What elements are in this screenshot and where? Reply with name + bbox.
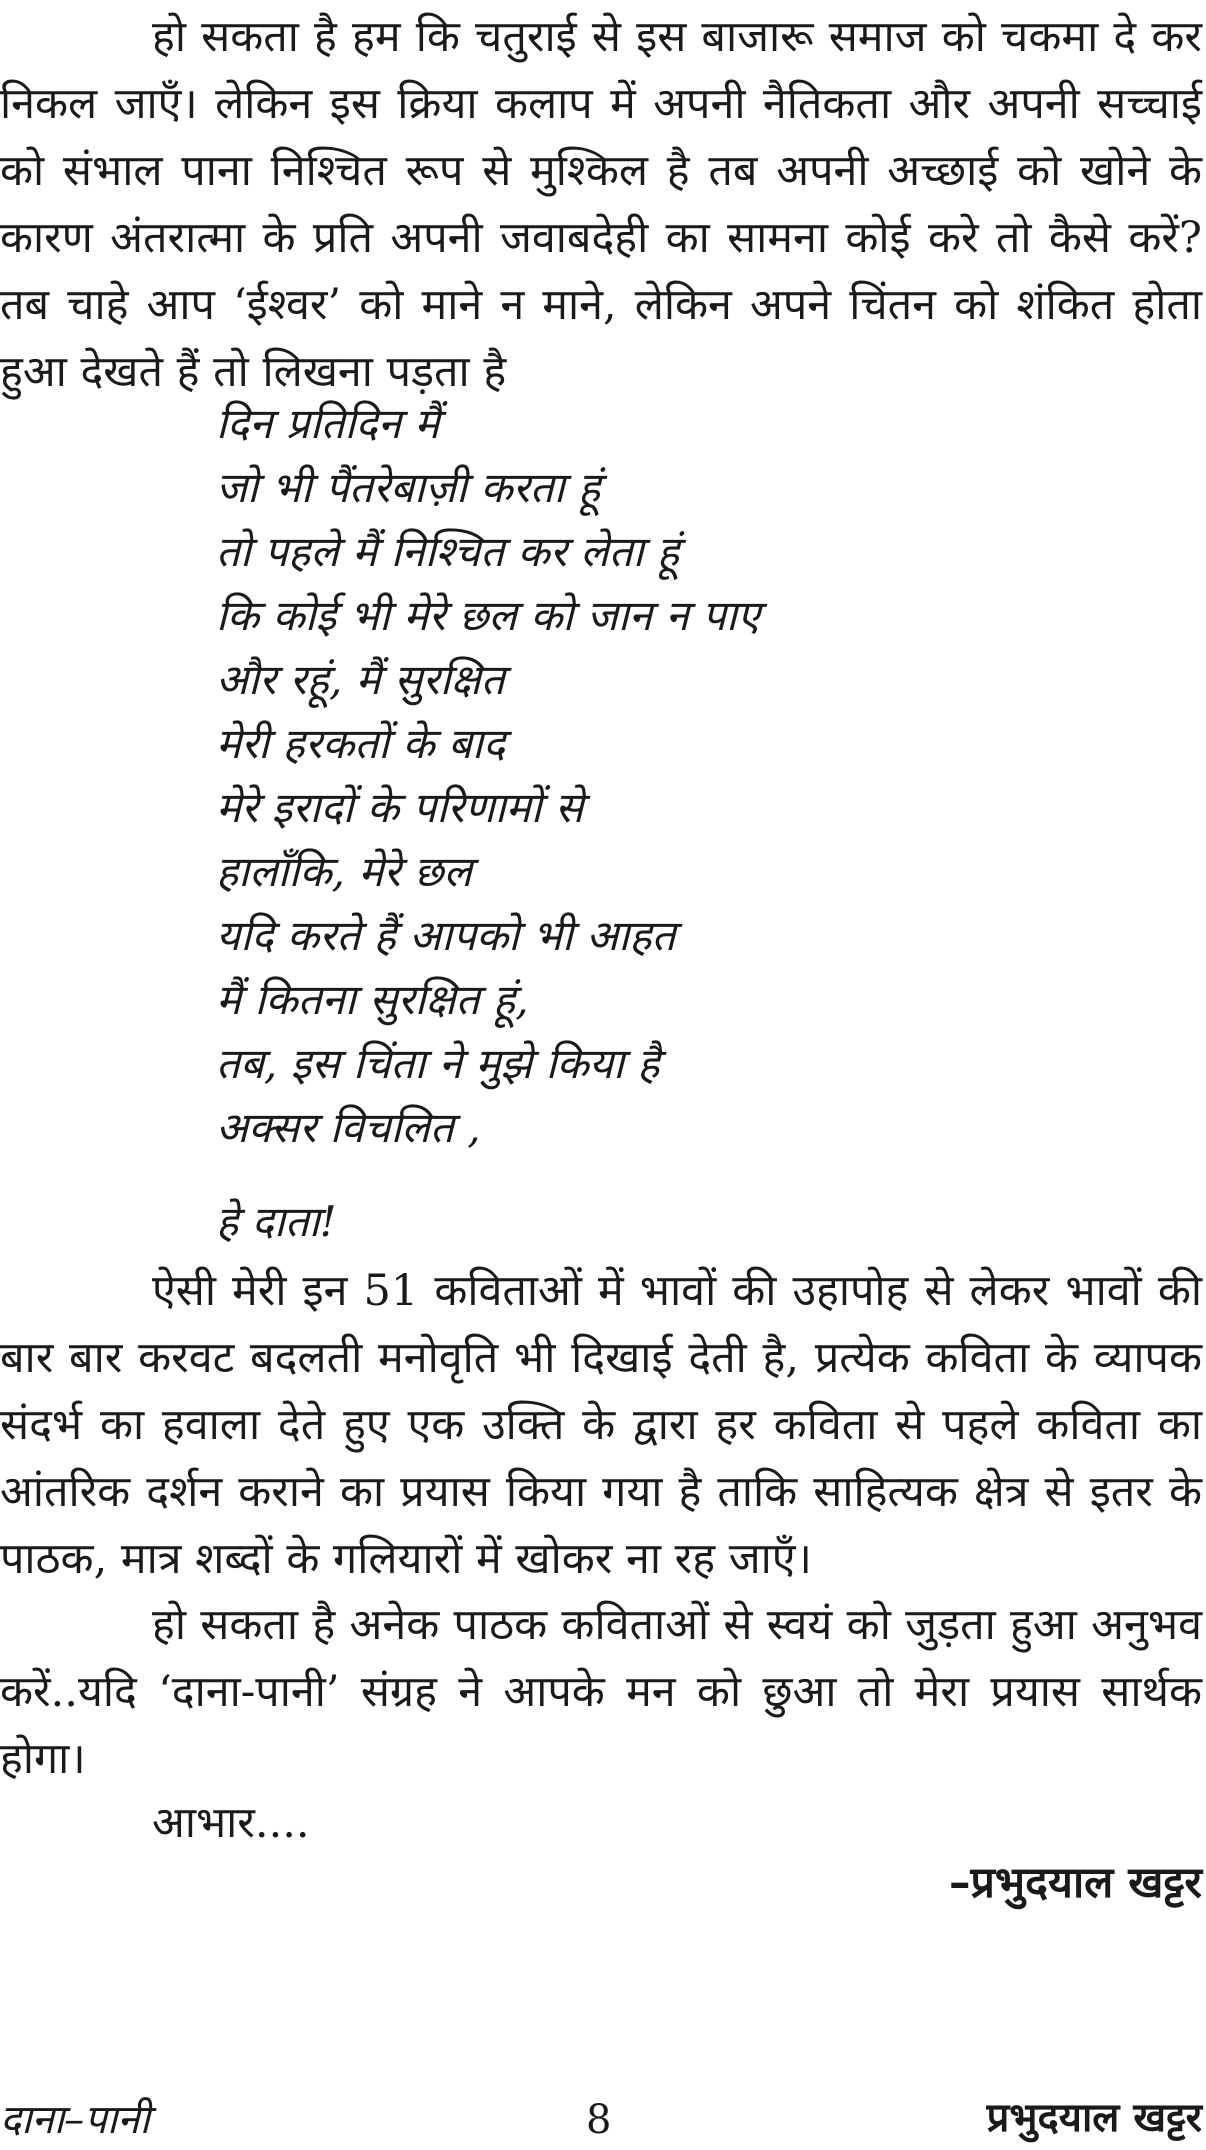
- poem-line: तब, इस चिंता ने मुझे किया है: [216, 1039, 660, 1088]
- poem-line: मेरे इरादों के परिणामों से: [216, 783, 584, 832]
- poem: [216, 392, 760, 1160]
- poem-line: मैं कितना सुरक्षित हूं,: [216, 975, 529, 1024]
- poem-line: मेरी हरकतों के बाद: [216, 719, 506, 768]
- footer-author: प्रभुदयाल खट्टर: [986, 2095, 1202, 2141]
- poem-line: जो भी पैंतरेबाज़ी करता हूं: [216, 463, 601, 512]
- intro-paragraph: हो सकता है हम कि चतुराई से इस बाजारू समाज को चकमा दे कर निकल जाएँ। लेकिन इस क्रिया कलाप में अपनी नैतिकता और अपनी सच्चाई को संभाल पाना निश्चित रूप से मुश्किल है तब अपनी अच्छाई को खोने के कारण अंतरात्मा के प्रति अपनी जवाबदेही का सामना कोई करे तो कैसे करें? तब चाहे आप ‘ईश्वर’ को माने न माने, लेकिन अपने चिंतन को शंकित होता हुआ देखते हैं तो लिखना पड़ता है: [0, 12, 1202, 397]
- footer-book-title: दाना–पानी: [0, 2097, 150, 2143]
- thanks-text: आभार....: [152, 1798, 310, 1848]
- poem-line: अक्सर विचलित ,: [216, 1103, 481, 1152]
- poem-line: यदि करते हैं आपको भी आहत: [216, 911, 676, 960]
- footer-page-number: 8: [586, 2097, 612, 2143]
- poem-line: दिन प्रतिदिन मैं: [216, 399, 440, 448]
- paragraph-three: हो सकता है अनेक पाठक कविताओं से स्वयं को जुड़ता हुआ अनुभव करें..यदि ‘दाना-पानी’ संग्रह ने आपके मन को छुआ तो मेरा प्रयास सार्थक होगा।: [0, 1600, 1202, 1784]
- paragraph-two: ऐसी मेरी इन 51 कविताओं में भावों की उहापोह से लेकर भावों की बार बार करवट बदलती मनोवृति भी दिखाई देती है, प्रत्येक कविता के व्यापक संदर्भ का हवाला देते हुए एक उक्ति के द्वारा हर कविता से पहले कविता का आंतरिक दर्शन कराने का प्रयास किया गया है ताकि साहित्यक क्षेत्र से इतर के पाठक, मात्र शब्दों के गलियारों में खोकर ना रह जाएँ।: [0, 1266, 1202, 1584]
- poem-line: तो पहले मैं निश्चित कर लेता हूं: [216, 527, 680, 576]
- poem-closing-line: हे दाता!: [216, 1197, 337, 1246]
- poem-line: और रहूं, मैं सुरक्षित: [216, 655, 505, 704]
- poem-line: हालाँकि, मेरे छल: [216, 847, 472, 896]
- author-signature: –प्रभुदयाल खट्टर: [948, 1858, 1202, 1908]
- poem-line: कि कोई भी मेरे छल को जान न पाए: [216, 591, 761, 640]
